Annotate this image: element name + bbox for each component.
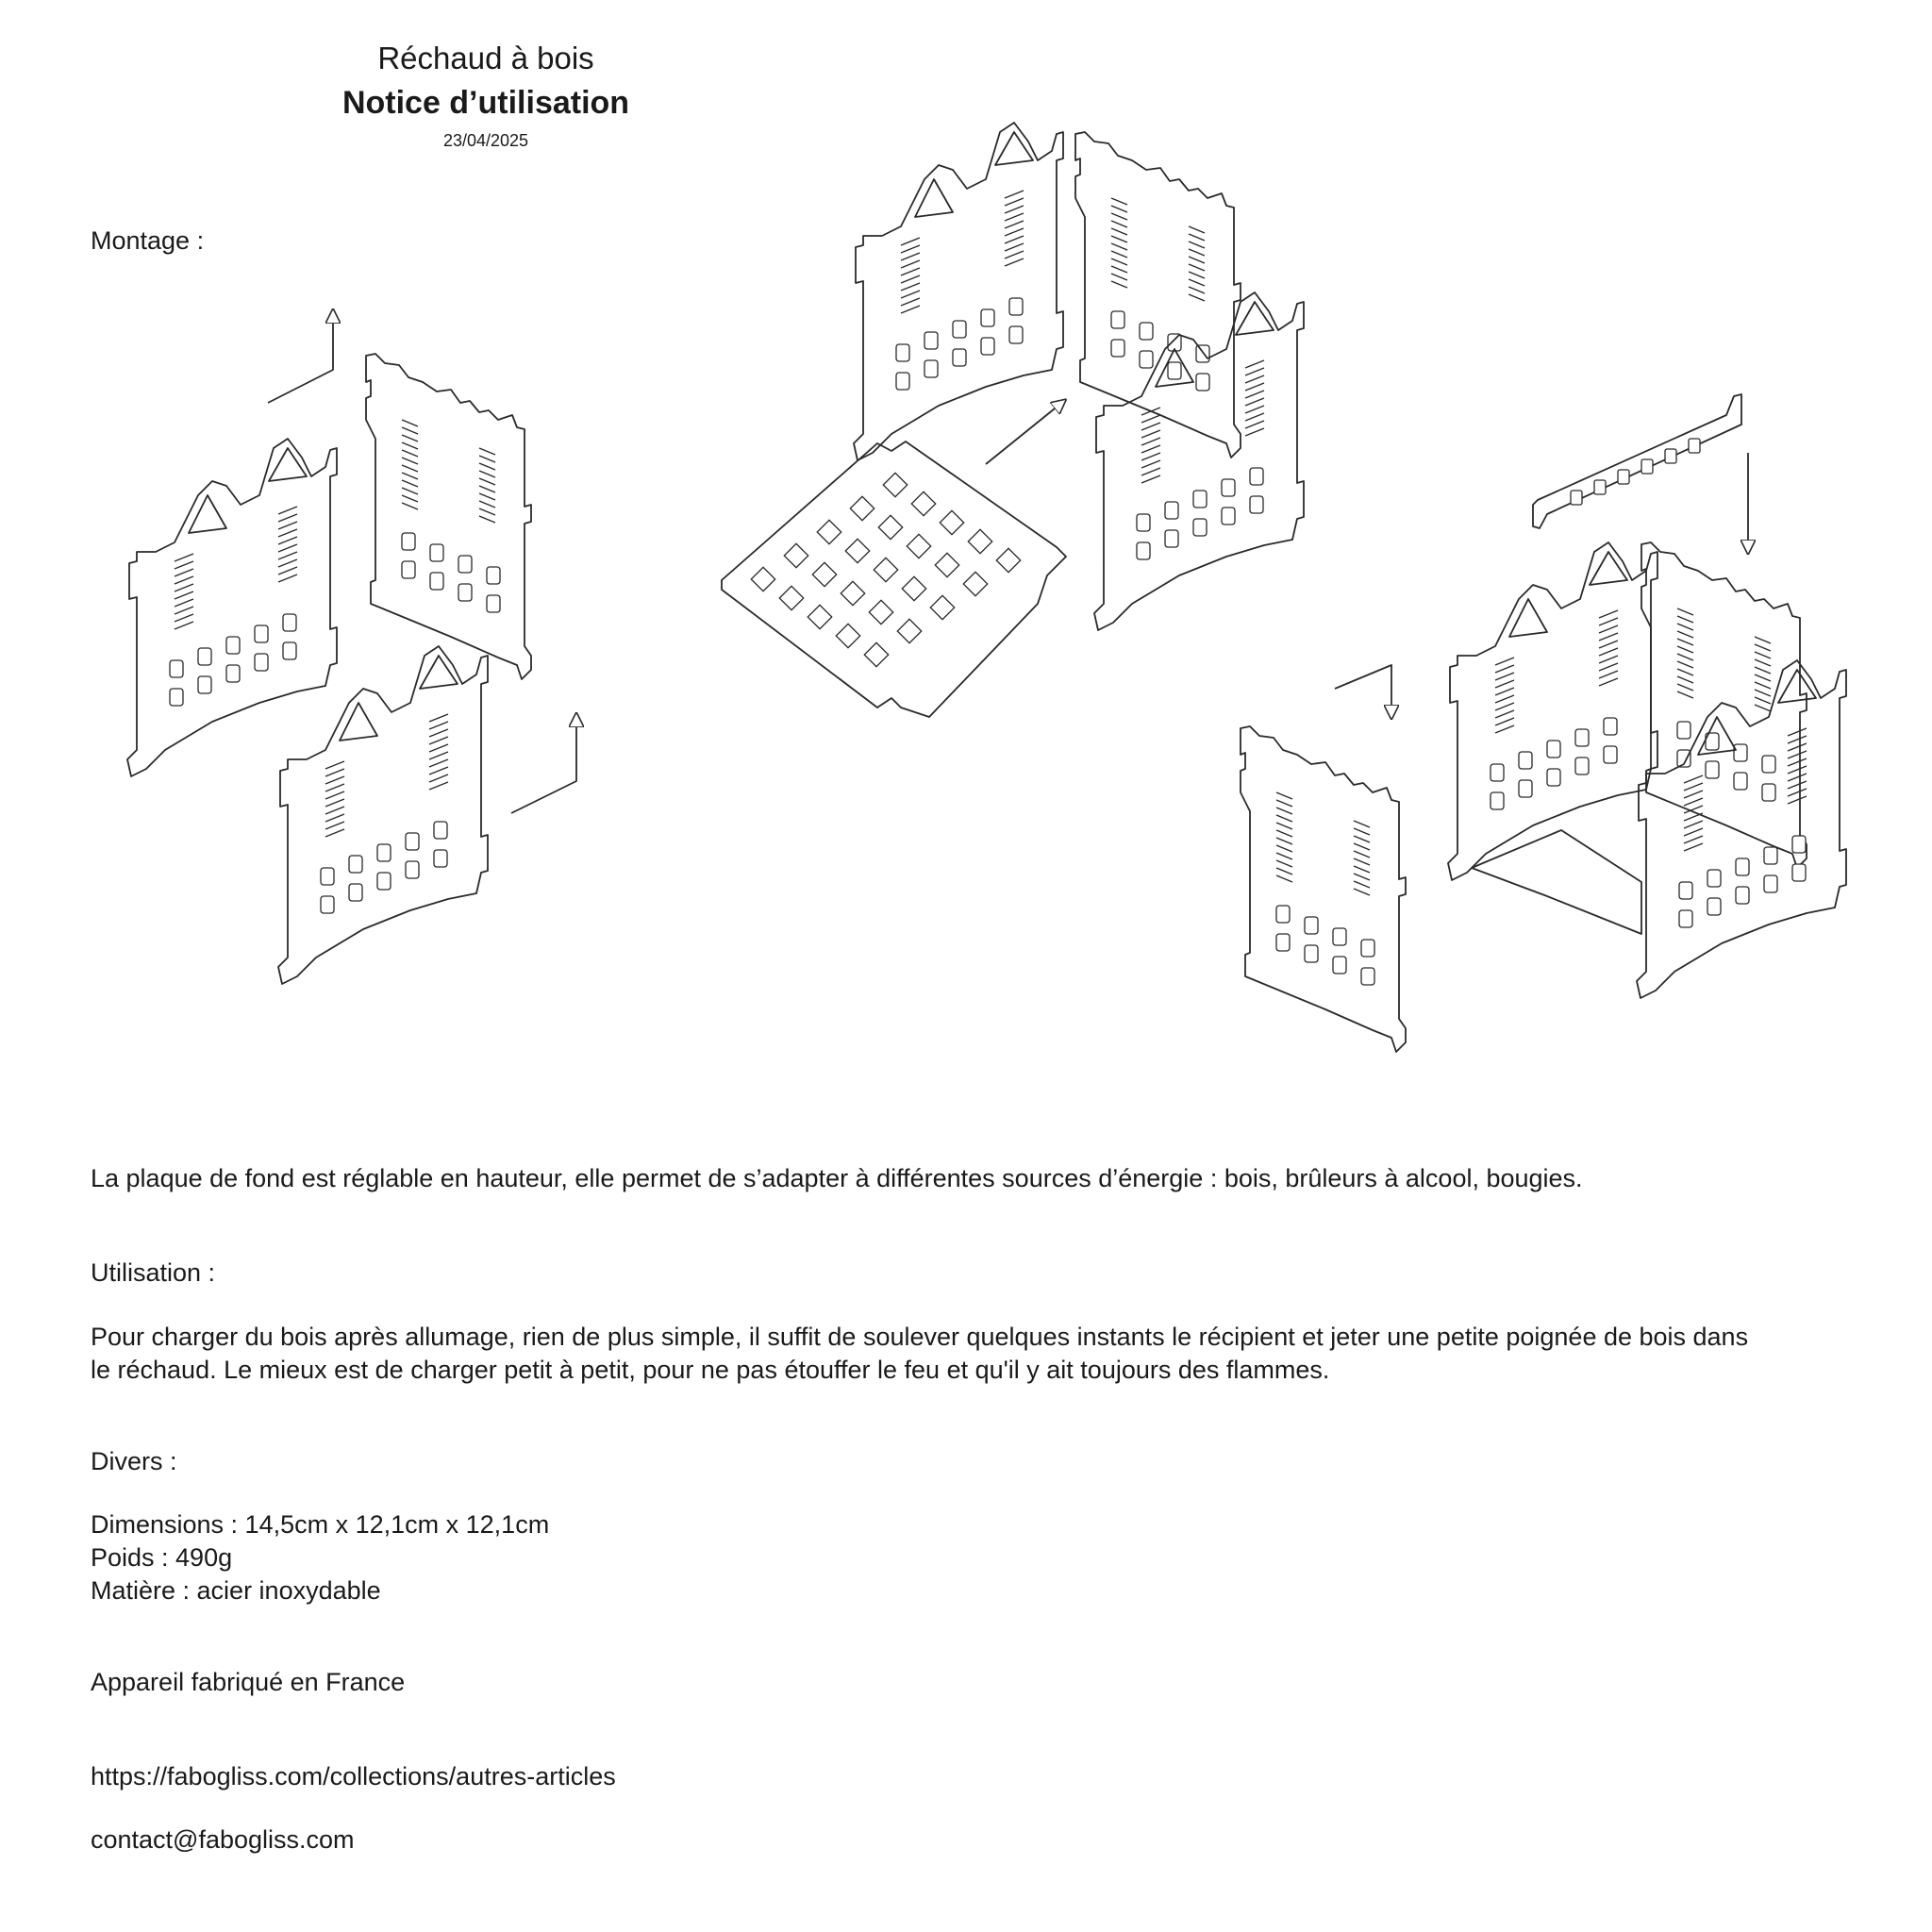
document-date: 23/04/2025 — [442, 131, 529, 150]
step2-assembly — [722, 123, 1304, 717]
divers-heading: Divers : — [91, 1447, 177, 1475]
utilisation-heading: Utilisation : — [91, 1258, 216, 1287]
intro-paragraph: La plaque de fond est réglable en hauteur, elle permet de s’adapter à différentes sources d’énergie : bois, brûleurs à alcool, bougies. — [91, 1164, 1583, 1192]
montage-heading: Montage : — [91, 226, 205, 255]
matiere-text: Matière : acier inoxydable — [91, 1576, 381, 1605]
utilisation-line-2: le réchaud. Le mieux est de charger petit à petit, pour ne pas étouffer le feu et qu'il y ait toujours des flammes. — [91, 1356, 1330, 1384]
website-link[interactable]: https://fabogliss.com/collections/autres-articles — [91, 1762, 616, 1790]
contact-email-link[interactable]: contact@fabogliss.com — [91, 1825, 355, 1854]
utilisation-line-1: Pour charger du bois après allumage, rien de plus simple, il suffit de soulever quelques instants le récipient et jeter une petite poignée de bois dans — [91, 1323, 1749, 1351]
document-header — [217, 38, 755, 155]
fabrication-text: Appareil fabriqué en France — [91, 1668, 406, 1696]
dimensions-text: Dimensions : 14,5cm x 12,1cm x 12,1cm — [91, 1510, 550, 1539]
document-title: Réchaud à bois — [377, 41, 594, 75]
step3-assembly — [1241, 394, 1846, 1052]
step1-panels — [127, 311, 576, 984]
poids-text: Poids : 490g — [91, 1543, 233, 1572]
document-subtitle: Notice d’utilisation — [341, 85, 630, 121]
